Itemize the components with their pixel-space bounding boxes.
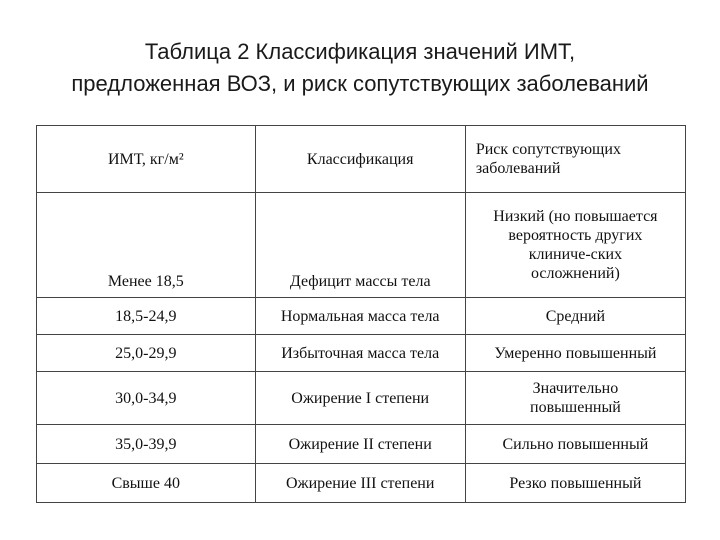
table-row — [37, 298, 686, 335]
table-row — [37, 425, 686, 464]
risk-cell: Сильно повышенный — [465, 425, 685, 464]
title-line-1: Таблица 2 Классификация значений ИМТ, — [144, 39, 576, 64]
header-risk-line-2: заболеваний — [475, 160, 561, 177]
risk-line: повышенный — [530, 399, 621, 416]
risk-cell: Средний — [465, 298, 685, 335]
risk-cell — [465, 372, 685, 425]
risk-cell: Резко повышенный — [465, 464, 685, 503]
bmi-classification-table — [36, 125, 686, 503]
bmi-cell: 35,0-39,9 — [37, 425, 256, 464]
page-title — [0, 36, 720, 100]
risk-line: осложнений) — [530, 265, 620, 282]
risk-cell: Умеренно повышенный — [465, 335, 685, 372]
bmi-cell: 18,5-24,9 — [37, 298, 256, 335]
header-bmi: ИМТ, кг/м² — [37, 126, 256, 193]
risk-line: Значительно — [532, 380, 619, 397]
risk-line: клиниче-ских — [528, 246, 623, 263]
classification-cell: Ожирение III степени — [255, 464, 465, 503]
classification-cell: Нормальная масса тела — [255, 298, 465, 335]
header-classification: Классификация — [255, 126, 465, 193]
risk-line: Низкий (но повышается — [493, 208, 658, 225]
classification-cell: Ожирение II степени — [255, 425, 465, 464]
classification-cell: Ожирение I степени — [255, 372, 465, 425]
bmi-cell: 25,0-29,9 — [37, 335, 256, 372]
bmi-cell: Свыше 40 — [37, 464, 256, 503]
risk-cell — [465, 193, 685, 298]
table-row — [37, 335, 686, 372]
title-line-2: предложенная ВОЗ, и риск сопутствующих заболеваний — [71, 71, 649, 96]
table-row — [37, 193, 686, 298]
table-row — [37, 372, 686, 425]
risk-line: вероятность других — [508, 227, 643, 244]
header-risk — [465, 126, 685, 193]
header-risk-line-1: Риск сопутствующих — [475, 141, 621, 158]
bmi-cell: 30,0-34,9 — [37, 372, 256, 425]
bmi-cell: Менее 18,5 — [37, 193, 256, 298]
classification-cell: Избыточная масса тела — [255, 335, 465, 372]
table-header-row — [37, 126, 686, 193]
classification-cell: Дефицит массы тела — [255, 193, 465, 298]
table-row — [37, 464, 686, 503]
